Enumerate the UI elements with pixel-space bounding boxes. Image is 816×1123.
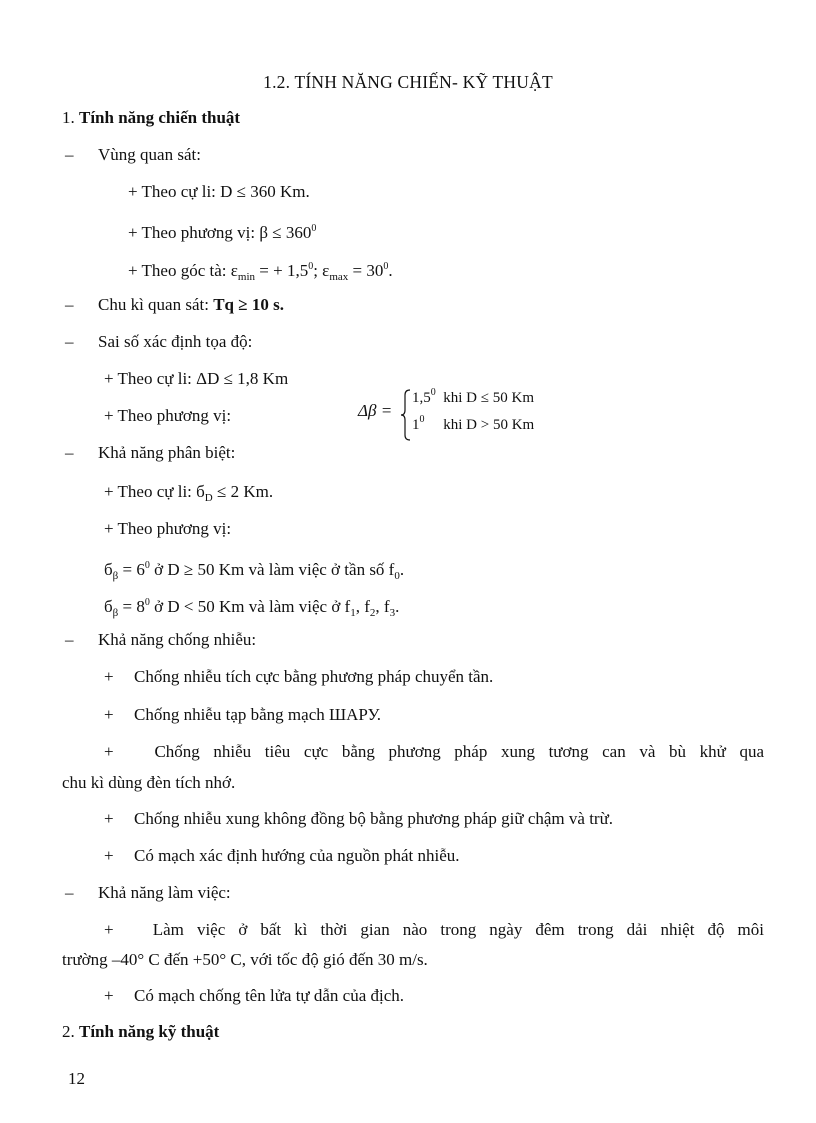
dash-bullet: – (65, 630, 74, 649)
coord-error-item: – Sai số xác định tọa độ: (65, 332, 253, 351)
anti-jam-3-line-2: chu kì dùng đèn tích nhớ. (62, 773, 236, 792)
page-number: 12 (68, 1069, 85, 1088)
formula-row-1: $1,5^0$ khi D ≤ 50 Km (412, 387, 534, 406)
obs-zone-item: – Vùng quan sát: (65, 145, 201, 164)
anti-jam-3-line-1: + Chống nhiễu tiêu cực bằng phương pháp xung tương can và bù khử qua (104, 742, 764, 761)
resolution-item: – Khả năng phân biệt: (65, 443, 236, 462)
resolution-azimuth: + Theo phương vị: (104, 519, 232, 538)
resolution-line-2: $б_\beta = 8^0$ ở D < 50 Km và làm việc ở $f_1$, $f_2$, $f_3$. (104, 597, 400, 619)
left-brace-icon (400, 389, 412, 441)
cycle-item: – Chu kì quan sát: Tq ≥ 10 s. (65, 295, 284, 314)
anti-jam-1: + Chống nhiễu tích cực bằng phương pháp chuyển tần. (104, 667, 494, 686)
anti-jam-5: + Có mạch xác định hướng của nguồn phát nhiễu. (104, 846, 460, 865)
coord-error-range: + Theo cự li: ΔD ≤ 1,8 Km (104, 369, 289, 388)
dash-bullet: – (65, 443, 74, 462)
azimuth-error-formula: Δβ = $1,5^0$ khi D ≤ 50 Km $1^0$ khi D > 50 Km (358, 385, 598, 445)
anti-jam-item: – Khả năng chống nhiễu: (65, 630, 257, 649)
page-title: 1.2. TÍNH NĂNG CHIẾN- KỸ THUẬT (263, 72, 553, 92)
work-1-line-1: + Làm việc ở bất kì thời gian nào trong ngày đêm trong dải nhiệt độ môi (104, 920, 764, 939)
anti-jam-2: + Chống nhiễu tạp bằng mạch ШАРУ. (104, 705, 381, 724)
resolution-range: + Theo cự li: $б_D \le 2$ Km. (104, 482, 274, 504)
dash-bullet: – (65, 145, 74, 164)
dash-bullet: – (65, 332, 74, 351)
section-2-heading: 2. Tính năng kỹ thuật (62, 1022, 220, 1041)
section-1-heading: 1. Tính năng chiến thuật (62, 108, 241, 127)
dash-bullet: – (65, 295, 74, 314)
obs-zone-range: + Theo cự li: D ≤ 360 Km. (128, 182, 310, 201)
obs-zone-elevation: + Theo góc tà: $\varepsilon_{min}$ = + $1,5^0$; $\varepsilon_{max} = 30^0$. (128, 261, 393, 283)
coord-error-azimuth: + Theo phương vị: (104, 406, 232, 425)
resolution-line-1: $б_\beta = 6^0$ ở D ≥ 50 Km và làm việc ở tần số $f_0$. (104, 560, 405, 582)
obs-zone-azimuth: + Theo phương vị: $\beta \le 360^0$ (128, 223, 317, 242)
work-1-line-2: trường –40° C đến +50° C, với tốc độ gió đến 30 m/s. (62, 950, 428, 969)
work-item: – Khả năng làm việc: (65, 883, 231, 902)
formula-row-2: $1^0$ khi D > 50 Km (412, 414, 535, 433)
dash-bullet: – (65, 883, 74, 902)
anti-jam-4: + Chống nhiễu xung không đồng bộ bằng phương pháp giữ chậm và trừ. (104, 809, 614, 828)
work-2: + Có mạch chống tên lửa tự dẫn của địch. (104, 986, 405, 1005)
